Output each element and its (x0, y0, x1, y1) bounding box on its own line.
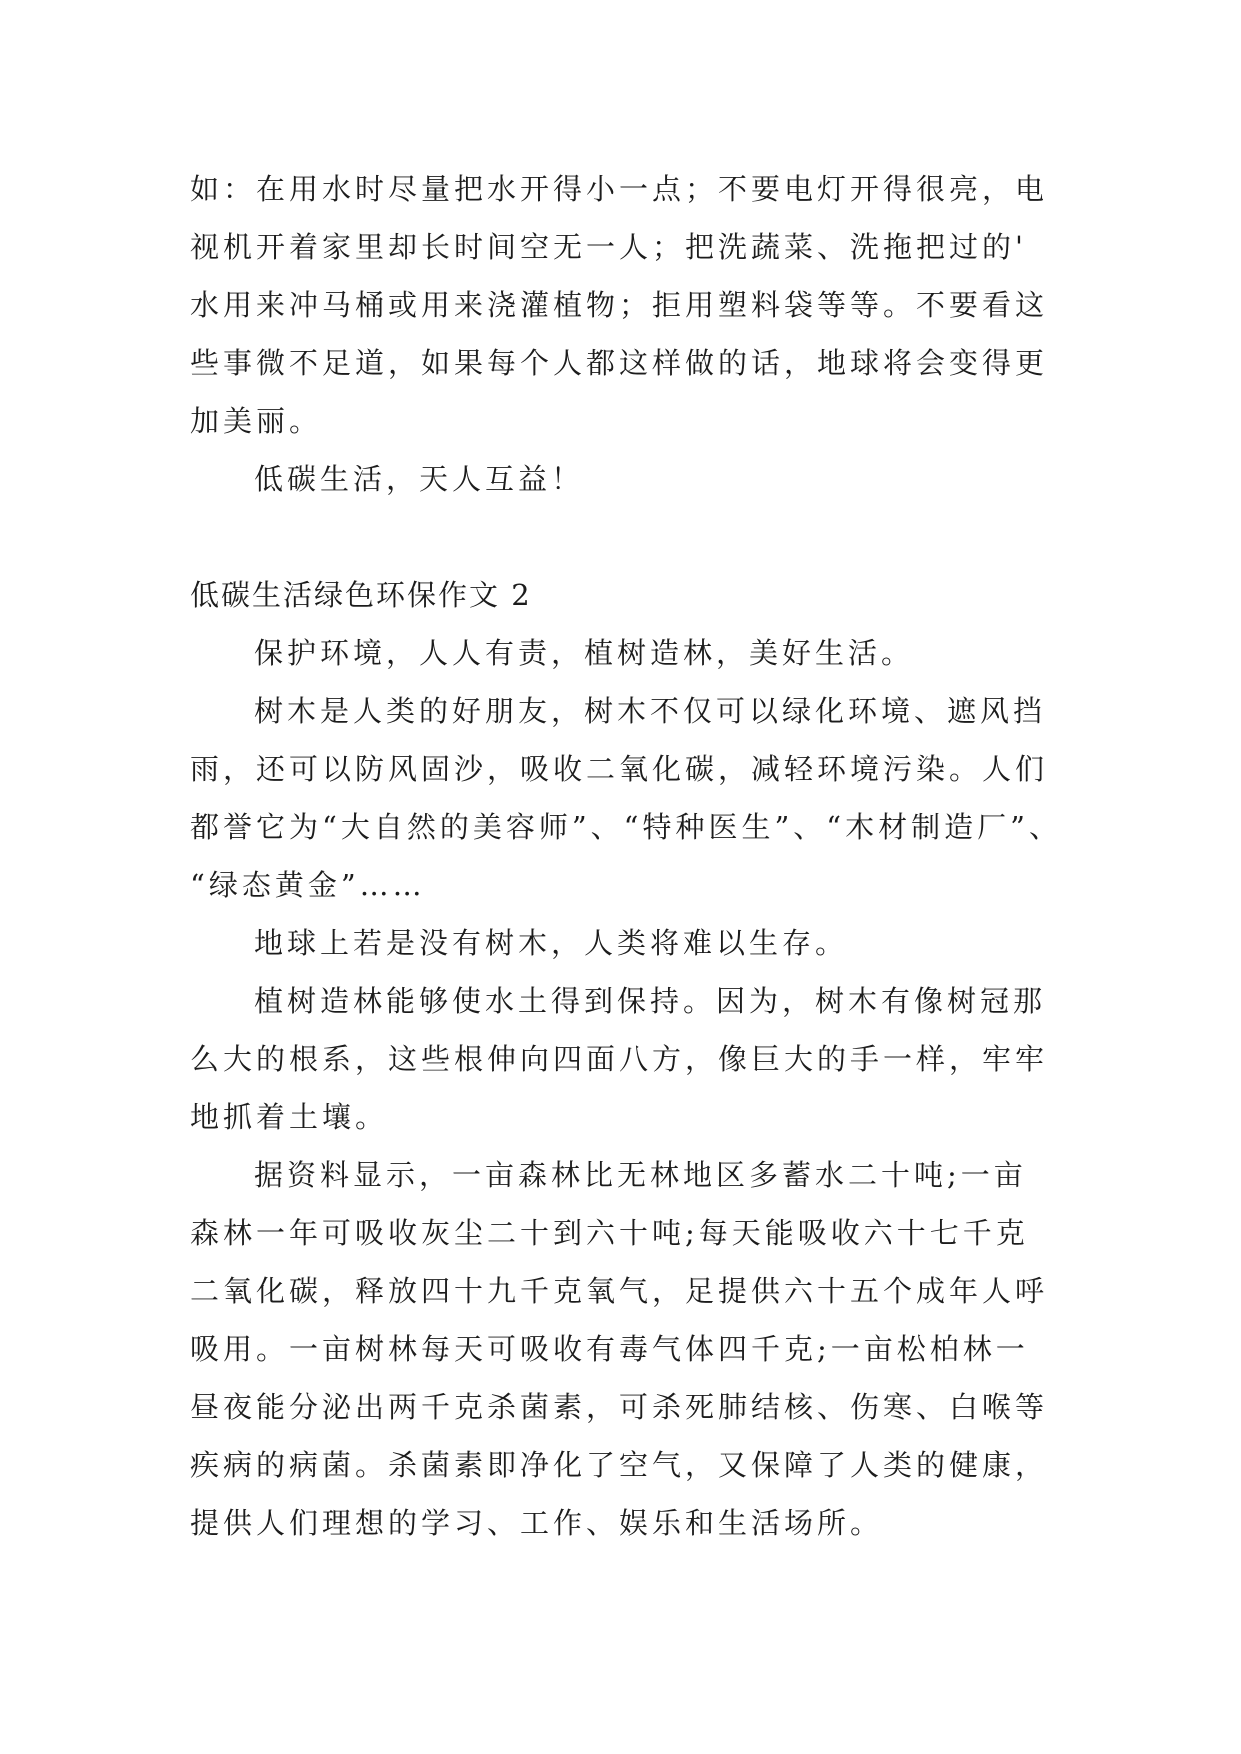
text-line: 加美丽。 (190, 404, 323, 438)
text-line: 些事微不足道，如果每个人都这样做的话，地球将会变得更 (190, 346, 1049, 380)
text-line: 么大的根系，这些根伸向四面八方，像巨大的手一样，牢牢 (190, 1042, 1049, 1076)
text-line: 雨，还可以防风固沙，吸收二氧化碳，减轻环境污染。人们 (190, 752, 1049, 786)
closing-line: 低碳生活，天人互益！ (254, 462, 585, 496)
text-line: 树木是人类的好朋友，树木不仅可以绿化环境、遮风挡 (254, 694, 1047, 728)
text-line: 地抓着土壤。 (190, 1100, 389, 1134)
text-line: 水用来冲马桶或用来浇灌植物；拒用塑料袋等等。不要看这 (190, 288, 1049, 322)
text-line: 保护环境，人人有责，植树造林，美好生活。 (254, 636, 915, 670)
section-title: 低碳生活绿色环保作文 2 (190, 578, 532, 612)
text-line: 如：在用水时尽量把水开得小一点；不要电灯开得很亮，电 (190, 172, 1049, 206)
text-line: 二氧化碳，释放四十九千克氧气，足提供六十五个成年人呼 (190, 1274, 1049, 1308)
text-line: 昼夜能分泌出两千克杀菌素，可杀死肺结核、伤寒、白喉等 (190, 1390, 1049, 1424)
text-line: 视机开着家里却长时间空无一人；把洗蔬菜、洗拖把过的' (190, 230, 1027, 264)
text-line: 地球上若是没有树木，人类将难以生存。 (254, 926, 849, 960)
text-line: 提供人们理想的学习、工作、娱乐和生活场所。 (190, 1506, 884, 1540)
text-line: 森林一年可吸收灰尘二十到六十吨;每天能吸收六十七千克 (190, 1216, 1029, 1250)
document-body (190, 160, 1080, 1552)
text-line: 疾病的病菌。杀菌素即净化了空气，又保障了人类的健康， (190, 1448, 1049, 1482)
text-line: “绿态黄金”…… (190, 868, 426, 902)
paragraph-spacer (190, 508, 1080, 566)
text-line: 植树造林能够使水土得到保持。因为，树木有像树冠那 (254, 984, 1047, 1018)
text-line: 据资料显示，一亩森林比无林地区多蓄水二十吨;一亩 (254, 1158, 1027, 1192)
text-line: 吸用。一亩树林每天可吸收有毒气体四千克;一亩松柏林一 (190, 1332, 1029, 1366)
text-line: 都誉它为“大自然的美容师”、“特种医生”、“木材制造厂”、 (190, 810, 1062, 844)
